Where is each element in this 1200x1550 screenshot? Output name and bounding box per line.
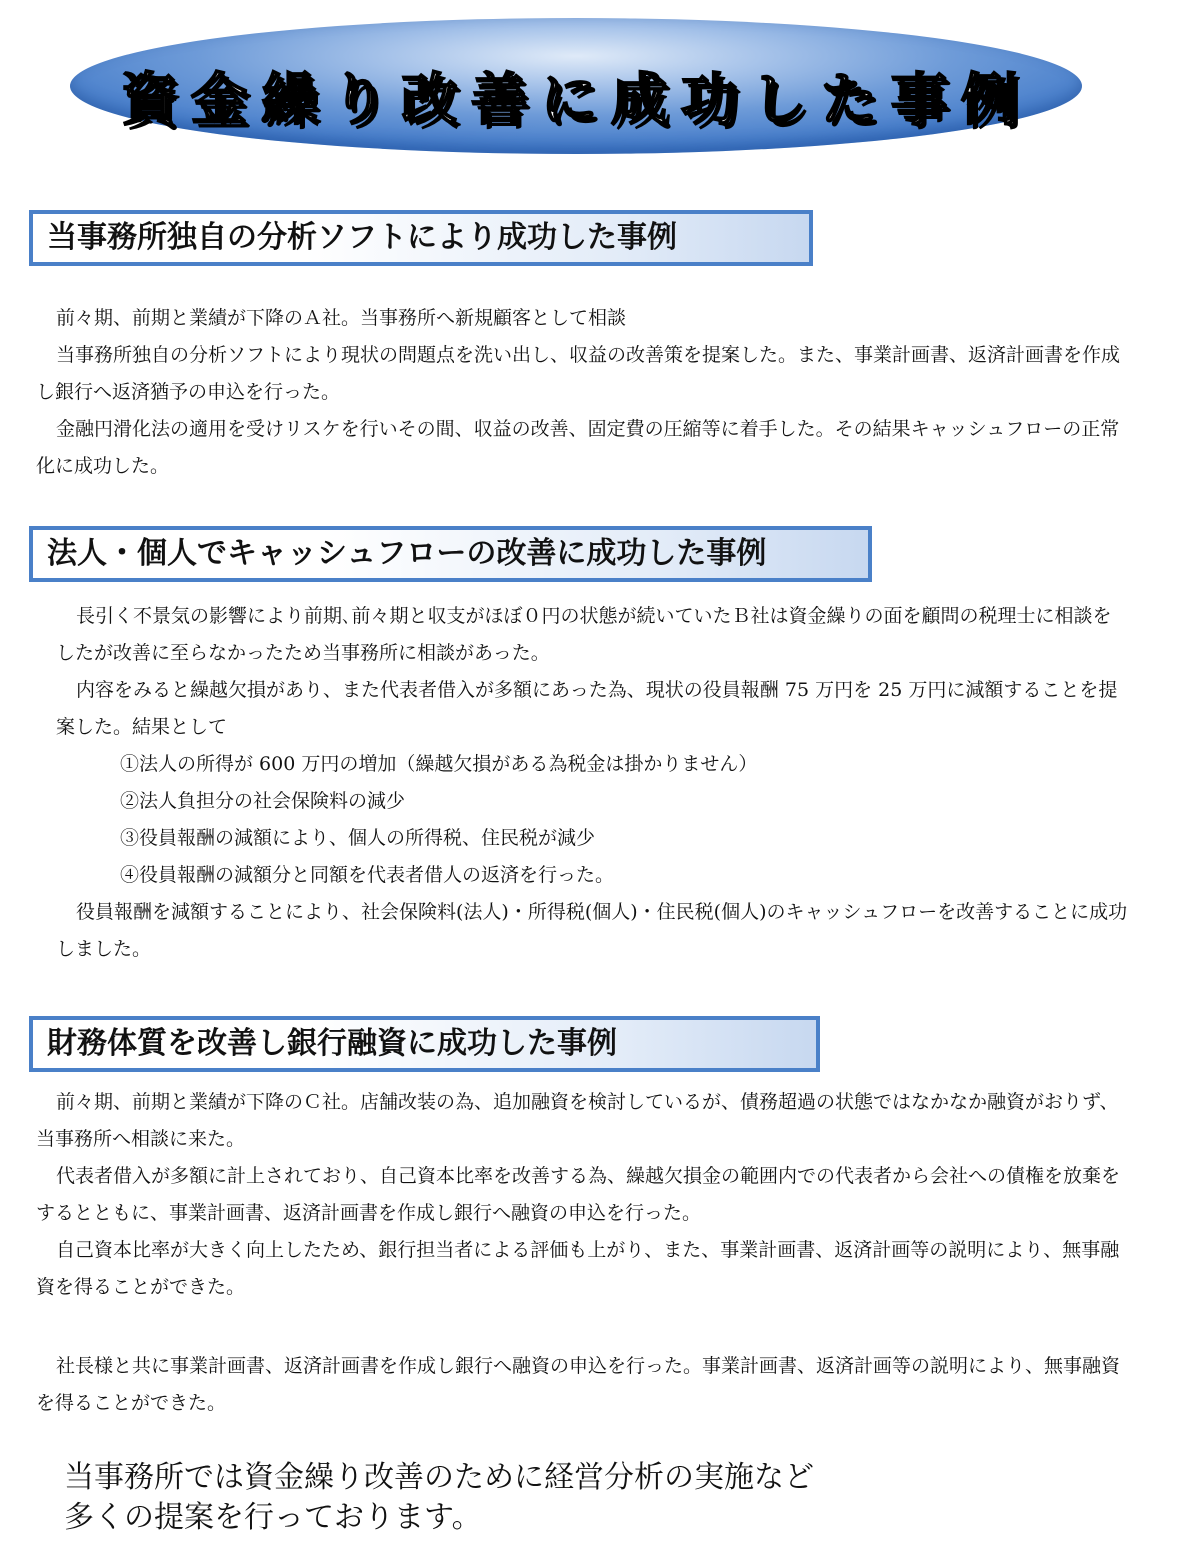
closing-line: 多くの提案を行っております。 xyxy=(64,1500,482,1535)
closing-message xyxy=(64,1458,964,1538)
paragraph: 内容をみると繰越欠損があり、また代表者借入が多額にあった為、現状の役員報酬 75 万円を 25 万円に減額することを提案した。結果として xyxy=(56,679,1118,738)
section-body-analysis-software xyxy=(36,300,1128,485)
section-extra-bank-financing xyxy=(36,1348,1128,1422)
list-item: ③役員報酬の減額により、個人の所得税、住民税が減少 xyxy=(120,827,596,849)
paragraph: 長引く不景気の影響により前期､前々期と収支がほぼ０円の状態が続いていたＢ社は資金繰りの面を顧問の税理士に相談をしたが改善に至らなかったため当事務所に相談があった。 xyxy=(56,605,1112,664)
paragraph: 当事務所独自の分析ソフトにより現状の問題点を洗い出し、収益の改善策を提案した。また、事業計画書、返済計画書を作成し銀行へ返済猶予の申込を行った。 xyxy=(36,344,1121,403)
paragraph: 社長様と共に事業計画書、返済計画書を作成し銀行へ融資の申込を行った。事業計画書、返済計画等の説明により、無事融資を得ることができた。 xyxy=(36,1355,1121,1414)
page-title: 資金繰り改善に成功した事例 xyxy=(121,68,1031,133)
paragraph: 前々期、前期と業績が下降のＣ社。店舗改装の為、追加融資を検討しているが、債務超過の状態ではなかなか融資がおりず、当事務所へ相談に来た。 xyxy=(36,1091,1119,1150)
section-header-cashflow: 法人・個人でキャッシュフローの改善に成功した事例 xyxy=(29,526,872,582)
section-body-cashflow xyxy=(56,598,1128,968)
paragraph: 金融円滑化法の適用を受けリスケを行いその間、収益の改善、固定費の圧縮等に着手した。その結果キャッシュフローの正常化に成功した。 xyxy=(36,418,1120,477)
title-banner xyxy=(70,18,1082,154)
list-item: ②法人負担分の社会保険料の減少 xyxy=(120,790,406,812)
section-body-bank-financing xyxy=(36,1084,1128,1306)
list-item: ①法人の所得が 600 万円の増加（繰越欠損がある為税金は掛かりません） xyxy=(120,753,758,775)
paragraph: 役員報酬を減額することにより、社会保険料(法人)・所得税(個人)・住民税(個人)のキャッシュフローを改善することに成功しました。 xyxy=(56,901,1128,960)
list-item: ④役員報酬の減額分と同額を代表者借人の返済を行った。 xyxy=(120,864,615,886)
paragraph: 代表者借入が多額に計上されており、自己資本比率を改善する為、繰越欠損金の範囲内での代表者から会社への債権を放棄をするとともに、事業計画書、返済計画書を作成し銀行へ融資の申込を行った。 xyxy=(36,1165,1121,1224)
section-header-bank-financing: 財務体質を改善し銀行融資に成功した事例 xyxy=(29,1016,820,1072)
section-header-analysis-software: 当事務所独自の分析ソフトにより成功した事例 xyxy=(29,210,813,266)
paragraph: 自己資本比率が大きく向上したため、銀行担当者による評価も上がり、また、事業計画書、返済計画等の説明により、無事融資を得ることができた。 xyxy=(36,1239,1120,1298)
paragraph: 前々期、前期と業績が下降のＡ社。当事務所へ新規顧客として相談 xyxy=(56,307,627,329)
closing-line: 当事務所では資金繰り改善のために経営分析の実施など xyxy=(64,1460,814,1495)
